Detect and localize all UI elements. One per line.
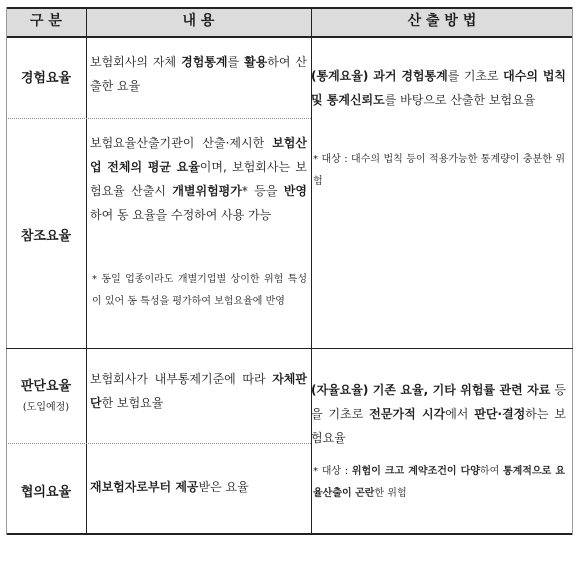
emphasis-text: 판단·결정 <box>474 407 526 421</box>
plain-text: 보험요율산출기관이 산출·제시한 <box>90 136 273 150</box>
method-statistical-note: * 대상 : 대수의 법칙 등이 적용가능한 통계량이 충분한 위험 <box>313 154 565 187</box>
plain-text: 를 기초로 <box>447 69 504 83</box>
plain-text: 하여 산출한 요율 <box>90 55 308 93</box>
emphasis-text: 통계적으로 요율산출이 곤란 <box>313 466 565 499</box>
kind-judgment-sub: (도입예정) <box>22 402 70 413</box>
header-method: 산 출 방 법 <box>407 13 477 29</box>
kind-negotiated: 협의요율 <box>20 485 72 500</box>
emphasis-text: 대수의 법칙 및 통계신뢰도 <box>311 69 567 107</box>
plain-text: 이며, 보험회사는 보험요율 산출시 <box>90 160 307 198</box>
kind-reference: 참조요율 <box>20 229 72 244</box>
method-statistical <box>311 64 566 112</box>
header-kind: 구 분 <box>30 13 62 29</box>
header-content: 내 용 <box>182 13 215 29</box>
emphasis-text: (통계요율) 과거 경험통계 <box>311 69 448 83</box>
emphasis-text: 개별위험평가 <box>172 184 242 198</box>
rate-table <box>6 7 573 535</box>
emphasis-text: 보험산업 전체의 평균 요율 <box>90 136 307 174</box>
plain-text: 등을 기초로 <box>311 383 566 421</box>
content-experience <box>90 50 307 98</box>
emphasis-text: 전문가적 시각 <box>369 407 446 421</box>
plain-text: * 등을 <box>241 184 284 198</box>
plain-text: 하여 동 요율을 수정하여 사용 가능 <box>90 208 272 222</box>
plain-text: 를 <box>227 55 245 69</box>
content-reference-note: * 동일 업종이라도 개별기업별 상이한 위험 특성이 있어 동 특성을 평가하여 보험요율에 반영 <box>92 274 307 307</box>
plain-text: 보험회사의 자체 <box>90 55 182 69</box>
table-header <box>6 7 573 36</box>
emphasis-text: (자율요율) 기존 요율, 기타 위험률 관련 자료 <box>311 383 551 397</box>
emphasis-text: 재보험자로부터 제공 <box>90 480 199 494</box>
emphasis-text: 위험이 크고 계약조건이 다양 <box>351 466 480 477</box>
plain-text: * 대상 : <box>313 466 352 477</box>
emphasis-text: 활용 <box>244 55 268 69</box>
plain-text: 하여 <box>479 466 503 477</box>
plain-text: 하는 보험요율 <box>311 407 567 445</box>
plain-text: 한 위험 <box>374 488 407 499</box>
plain-text: 받은 요율 <box>198 480 249 494</box>
kind-judgment: 판단요율 (도입예정) <box>6 375 86 413</box>
emphasis-text: 자체판단 <box>90 372 307 410</box>
plain-text: 보험회사가 내부통제기준에 따라 <box>90 372 273 386</box>
kind-experience: 경험요율 <box>20 71 72 86</box>
method-autonomous <box>311 378 566 450</box>
content-reference <box>90 131 307 227</box>
method-autonomous-note <box>313 461 565 505</box>
plain-text: 한 보험요율 <box>101 396 164 410</box>
content-negotiated <box>90 475 307 499</box>
content-judgment <box>90 367 307 415</box>
plain-text: 에서 <box>445 407 475 421</box>
emphasis-text: 반영 <box>283 184 307 198</box>
plain-text: 를 바탕으로 산출한 보험요율 <box>384 93 536 107</box>
emphasis-text: 경험통계 <box>181 55 228 69</box>
